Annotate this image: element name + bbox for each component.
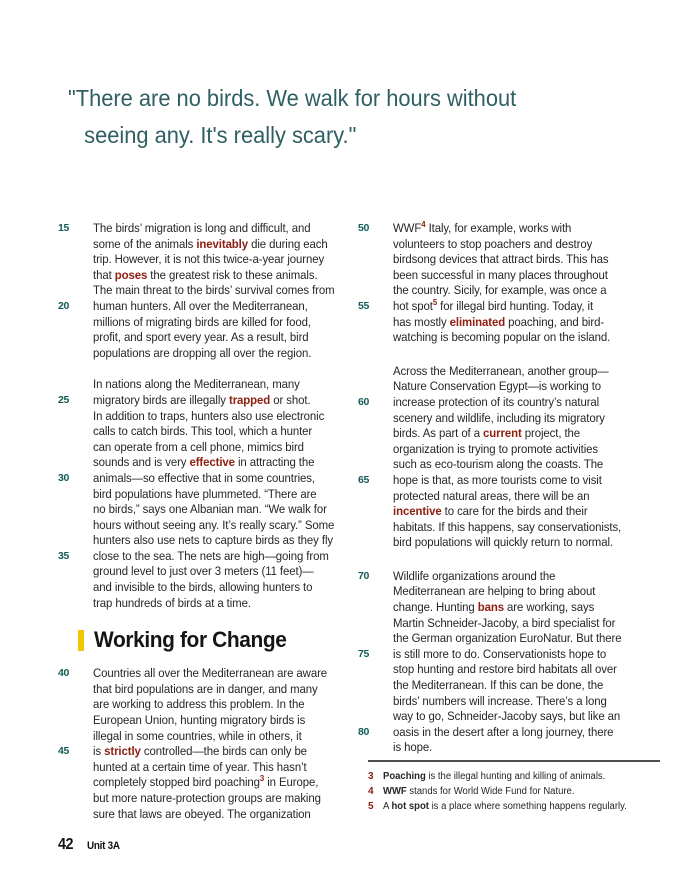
text-line bbox=[58, 713, 356, 729]
footnote-text: Poaching is the illegal hunting and killing of animals. bbox=[383, 771, 606, 782]
line-text: bird populations have plummeted. “There are bbox=[93, 486, 317, 501]
footnote-keyword: WWF bbox=[383, 786, 407, 797]
text-line bbox=[58, 744, 356, 760]
line-text: European Union, hunting migratory birds is bbox=[93, 713, 306, 728]
paragraph bbox=[358, 569, 641, 756]
text-line bbox=[58, 440, 356, 456]
text-line bbox=[58, 487, 356, 503]
line-text: trap hundreds of birds at a time. bbox=[93, 595, 251, 610]
footnote-keyword: Poaching bbox=[383, 771, 426, 782]
vocab-word: inevitably bbox=[196, 236, 249, 251]
line-text: birds’ numbers will increase. There’s a long bbox=[393, 693, 607, 708]
line-text: volunteers to stop poachers and destroy bbox=[393, 236, 593, 251]
text-line bbox=[358, 237, 641, 253]
vocab-word: incentive bbox=[393, 504, 442, 519]
text-line bbox=[58, 330, 356, 346]
vocab-word: bans bbox=[477, 600, 504, 615]
text-line bbox=[358, 411, 641, 427]
line-text: The main threat to the birds’ survival comes from bbox=[93, 283, 335, 298]
footnote-item bbox=[368, 799, 660, 814]
text-line bbox=[58, 729, 356, 745]
line-text: been successful in many places throughout bbox=[393, 267, 608, 282]
line-text: human hunters. All over the Mediterranean, bbox=[93, 298, 308, 313]
line-text: can operate from a cell phone, mimics bird bbox=[93, 439, 304, 454]
line-text: increase protection of its country’s natural bbox=[393, 394, 600, 409]
line-text: populations are dropping all over the region. bbox=[93, 345, 312, 360]
text-line bbox=[358, 694, 641, 710]
text-line bbox=[58, 580, 356, 596]
line-text: hunted at a certain time of year. This hasn’t bbox=[93, 759, 307, 774]
text-line bbox=[358, 678, 641, 694]
line-text: sounds and is very effective in attracting the bbox=[93, 455, 315, 470]
line-text: scenery and wildlife, including its migratory bbox=[393, 410, 605, 425]
line-text: some of the animals inevitably die during each bbox=[93, 236, 328, 251]
paragraph bbox=[358, 218, 641, 346]
text-line bbox=[58, 346, 356, 362]
vocab-word: effective bbox=[189, 455, 235, 470]
line-text: The birds’ migration is long and difficult, and bbox=[93, 221, 311, 235]
line-number: 45 bbox=[58, 745, 70, 758]
text-line bbox=[358, 709, 641, 725]
line-text: hot spot$^5$ for illegal bird hunting. Today, it bbox=[393, 296, 594, 313]
line-text: protected natural areas, there will be an bbox=[393, 488, 590, 503]
footnote-ref: 3 bbox=[259, 773, 265, 784]
text-line bbox=[358, 489, 641, 505]
vocab-word: strictly bbox=[104, 744, 141, 759]
text-line bbox=[358, 662, 641, 678]
footnote-item bbox=[368, 784, 660, 799]
line-text: birdsong devices that attract birds. This has bbox=[393, 252, 609, 267]
line-number: 35 bbox=[58, 549, 70, 562]
text-line bbox=[58, 791, 356, 807]
text-line bbox=[58, 299, 356, 315]
reading-column-left bbox=[58, 221, 356, 838]
pull-quote-line-1: "There are no birds. We walk for hours without bbox=[68, 85, 517, 111]
section-heading-text: Working for Change bbox=[94, 627, 287, 653]
text-line bbox=[358, 740, 641, 756]
text-line bbox=[58, 596, 356, 612]
unit-label: Unit 3A bbox=[86, 840, 120, 852]
paragraph bbox=[358, 364, 641, 551]
footnote-text: A hot spot is a place where something happens regularly. bbox=[383, 801, 627, 812]
pull-quote bbox=[68, 80, 540, 154]
line-number: 60 bbox=[358, 395, 370, 408]
text-line bbox=[358, 631, 641, 647]
text-line bbox=[58, 283, 356, 299]
page-footer bbox=[58, 836, 123, 854]
text-line bbox=[358, 442, 641, 458]
line-text: WWF$^4$ Italy, for example, works with bbox=[393, 218, 572, 235]
line-text: millions of migrating birds are killed for food, bbox=[93, 314, 311, 329]
line-text: change. Hunting bans are working, says bbox=[393, 600, 595, 615]
line-text: close to the sea. The nets are high—going from bbox=[93, 548, 329, 563]
section-heading bbox=[58, 627, 356, 653]
line-text: are working to address this problem. In the bbox=[93, 697, 305, 712]
line-text: In addition to traps, hunters also use electronic bbox=[93, 408, 325, 423]
text-line bbox=[58, 393, 356, 409]
text-line bbox=[358, 283, 641, 299]
line-text: sure that laws are obeyed. The organization bbox=[93, 806, 311, 821]
footnote-divider bbox=[368, 760, 660, 762]
line-text: that poses the greatest risk to these animals. bbox=[93, 267, 318, 282]
text-line bbox=[358, 569, 641, 585]
text-line bbox=[58, 409, 356, 425]
line-text: is still more to do. Conservationists hope to bbox=[393, 646, 607, 661]
line-text: hope is that, as more tourists come to visit bbox=[393, 472, 602, 487]
line-text: way to go, Schneider-Jacoby says, but like an bbox=[393, 709, 621, 724]
text-line bbox=[358, 218, 641, 237]
text-line bbox=[358, 395, 641, 411]
paragraph bbox=[58, 666, 356, 822]
text-line bbox=[358, 600, 641, 616]
line-text: organization is trying to promote activities bbox=[393, 441, 599, 456]
footnote-ref: 5 bbox=[432, 296, 438, 307]
line-number: 75 bbox=[358, 647, 370, 660]
line-number: 15 bbox=[58, 222, 70, 234]
line-text: Mediterranean are helping to bring about bbox=[393, 584, 596, 599]
line-text: Countries all over the Mediterranean are aware bbox=[93, 666, 328, 681]
line-text: the Mediterranean. If this can be done, the bbox=[393, 678, 604, 693]
line-text: completely stopped bird poaching$^3$ in Europe, bbox=[93, 773, 319, 790]
line-text: Wildlife organizations around the bbox=[393, 568, 556, 583]
line-text: ground level to just over 3 meters (11 feet)— bbox=[93, 564, 314, 579]
text-line bbox=[58, 315, 356, 331]
line-text: stop hunting and restore bird habitats all over bbox=[393, 662, 617, 677]
text-line bbox=[358, 504, 641, 520]
footnote-ref: 4 bbox=[421, 218, 426, 229]
footnote-keyword: hot spot bbox=[391, 801, 429, 812]
line-text: animals—so effective that in some countries, bbox=[93, 470, 315, 485]
text-line bbox=[58, 682, 356, 698]
text-line bbox=[58, 666, 356, 682]
line-text: migratory birds are illegally trapped or shot. bbox=[93, 392, 311, 407]
text-line bbox=[58, 760, 356, 776]
reading-column-right bbox=[358, 218, 641, 774]
paragraph bbox=[58, 221, 356, 361]
text-line bbox=[58, 502, 356, 518]
text-line bbox=[358, 252, 641, 268]
line-number: 65 bbox=[358, 473, 370, 486]
line-text: calls to catch birds. This tool, which a hunter bbox=[93, 424, 313, 439]
text-line bbox=[58, 377, 356, 393]
line-text: such as eco-tourism along the coasts. The bbox=[393, 457, 604, 472]
footnote-number: 5 bbox=[368, 801, 374, 812]
line-text: birds. As part of a current project, the bbox=[393, 426, 581, 441]
text-line bbox=[58, 564, 356, 580]
text-line bbox=[358, 520, 641, 536]
line-number: 40 bbox=[58, 667, 70, 680]
text-line bbox=[358, 426, 641, 442]
footnote-item bbox=[368, 769, 660, 784]
text-line bbox=[358, 296, 641, 315]
text-line bbox=[58, 549, 356, 565]
text-line bbox=[358, 315, 641, 331]
text-line bbox=[358, 473, 641, 489]
line-text: bird populations will quickly return to normal. bbox=[393, 535, 613, 550]
footnote-number: 4 bbox=[368, 786, 374, 797]
line-text: hunters also use nets to capture birds as they fly bbox=[93, 533, 333, 548]
text-line bbox=[58, 807, 356, 823]
text-line bbox=[58, 237, 356, 253]
text-line bbox=[358, 535, 641, 551]
text-line bbox=[58, 252, 356, 268]
line-number: 80 bbox=[358, 725, 370, 738]
text-line bbox=[358, 725, 641, 741]
line-text: but more nature-protection groups are making bbox=[93, 791, 321, 805]
text-line bbox=[58, 697, 356, 713]
text-line bbox=[58, 424, 356, 440]
line-text: Across the Mediterranean, another group— bbox=[393, 363, 609, 378]
line-number: 25 bbox=[58, 393, 70, 406]
line-text: and invisible to the birds, allowing hunters to bbox=[93, 580, 313, 595]
text-line bbox=[58, 775, 356, 791]
text-line bbox=[358, 268, 641, 284]
text-line bbox=[358, 616, 641, 632]
line-text: no birds,” says one Albanian man. “We walk for bbox=[93, 502, 327, 517]
line-number: 50 bbox=[358, 222, 370, 234]
line-number: 70 bbox=[358, 569, 370, 582]
text-line bbox=[58, 455, 356, 471]
text-line bbox=[358, 647, 641, 663]
text-line bbox=[358, 457, 641, 473]
footnote-list bbox=[368, 769, 660, 814]
line-text: is hope. bbox=[393, 740, 433, 755]
line-number: 20 bbox=[58, 299, 70, 312]
text-line bbox=[58, 221, 356, 237]
paragraph bbox=[58, 377, 356, 611]
line-number: 55 bbox=[358, 299, 370, 312]
vocab-word: poses bbox=[114, 267, 148, 282]
vocab-word: trapped bbox=[228, 392, 271, 407]
line-text: trip. However, it is not this twice-a-year journey bbox=[93, 252, 325, 267]
line-text: is strictly controlled—the birds can only be bbox=[93, 744, 307, 759]
text-line bbox=[58, 518, 356, 534]
line-number: 30 bbox=[58, 471, 70, 484]
line-text: oasis in the desert after a long journey, there bbox=[393, 724, 614, 739]
text-line bbox=[58, 268, 356, 284]
footnote-text: WWF stands for World Wide Fund for Nature. bbox=[383, 786, 575, 797]
line-text: incentive to care for the birds and their bbox=[393, 504, 588, 519]
text-line bbox=[58, 533, 356, 549]
line-text: In nations along the Mediterranean, many bbox=[93, 377, 300, 392]
line-text: Nature Conservation Egypt—is working to bbox=[393, 379, 602, 394]
heading-accent-bar bbox=[78, 630, 84, 651]
text-line bbox=[358, 330, 641, 346]
line-text: profit, and sport every year. As a result, bird bbox=[93, 330, 309, 345]
line-text: the German organization EuroNatur. But there bbox=[393, 631, 622, 646]
vocab-word: eliminated bbox=[449, 314, 506, 329]
text-line bbox=[358, 584, 641, 600]
vocab-word: current bbox=[483, 426, 522, 441]
line-text: hours without seeing any. It’s really scary.” Some bbox=[93, 517, 335, 532]
page-number: 42 bbox=[58, 836, 74, 853]
text-line bbox=[58, 471, 356, 487]
footnote-number: 3 bbox=[368, 771, 374, 782]
line-text: has mostly eliminated poaching, and bird- bbox=[393, 314, 605, 329]
line-text: illegal in some countries, while in others, it bbox=[93, 728, 302, 743]
line-text: that bird populations are in danger, and many bbox=[93, 681, 318, 696]
line-text: Martin Schneider-Jacoby, a bird specialist for bbox=[393, 615, 616, 630]
line-text: the country. Sicily, for example, was once a bbox=[393, 283, 607, 298]
footnotes-block bbox=[368, 760, 660, 814]
line-text: habitats. If this happens, say conservationists, bbox=[393, 519, 622, 534]
text-line bbox=[358, 379, 641, 395]
line-text: watching is becoming popular on the island. bbox=[393, 330, 611, 345]
text-line bbox=[358, 364, 641, 380]
pull-quote-line-2: seeing any. It's really scary." bbox=[84, 122, 357, 148]
